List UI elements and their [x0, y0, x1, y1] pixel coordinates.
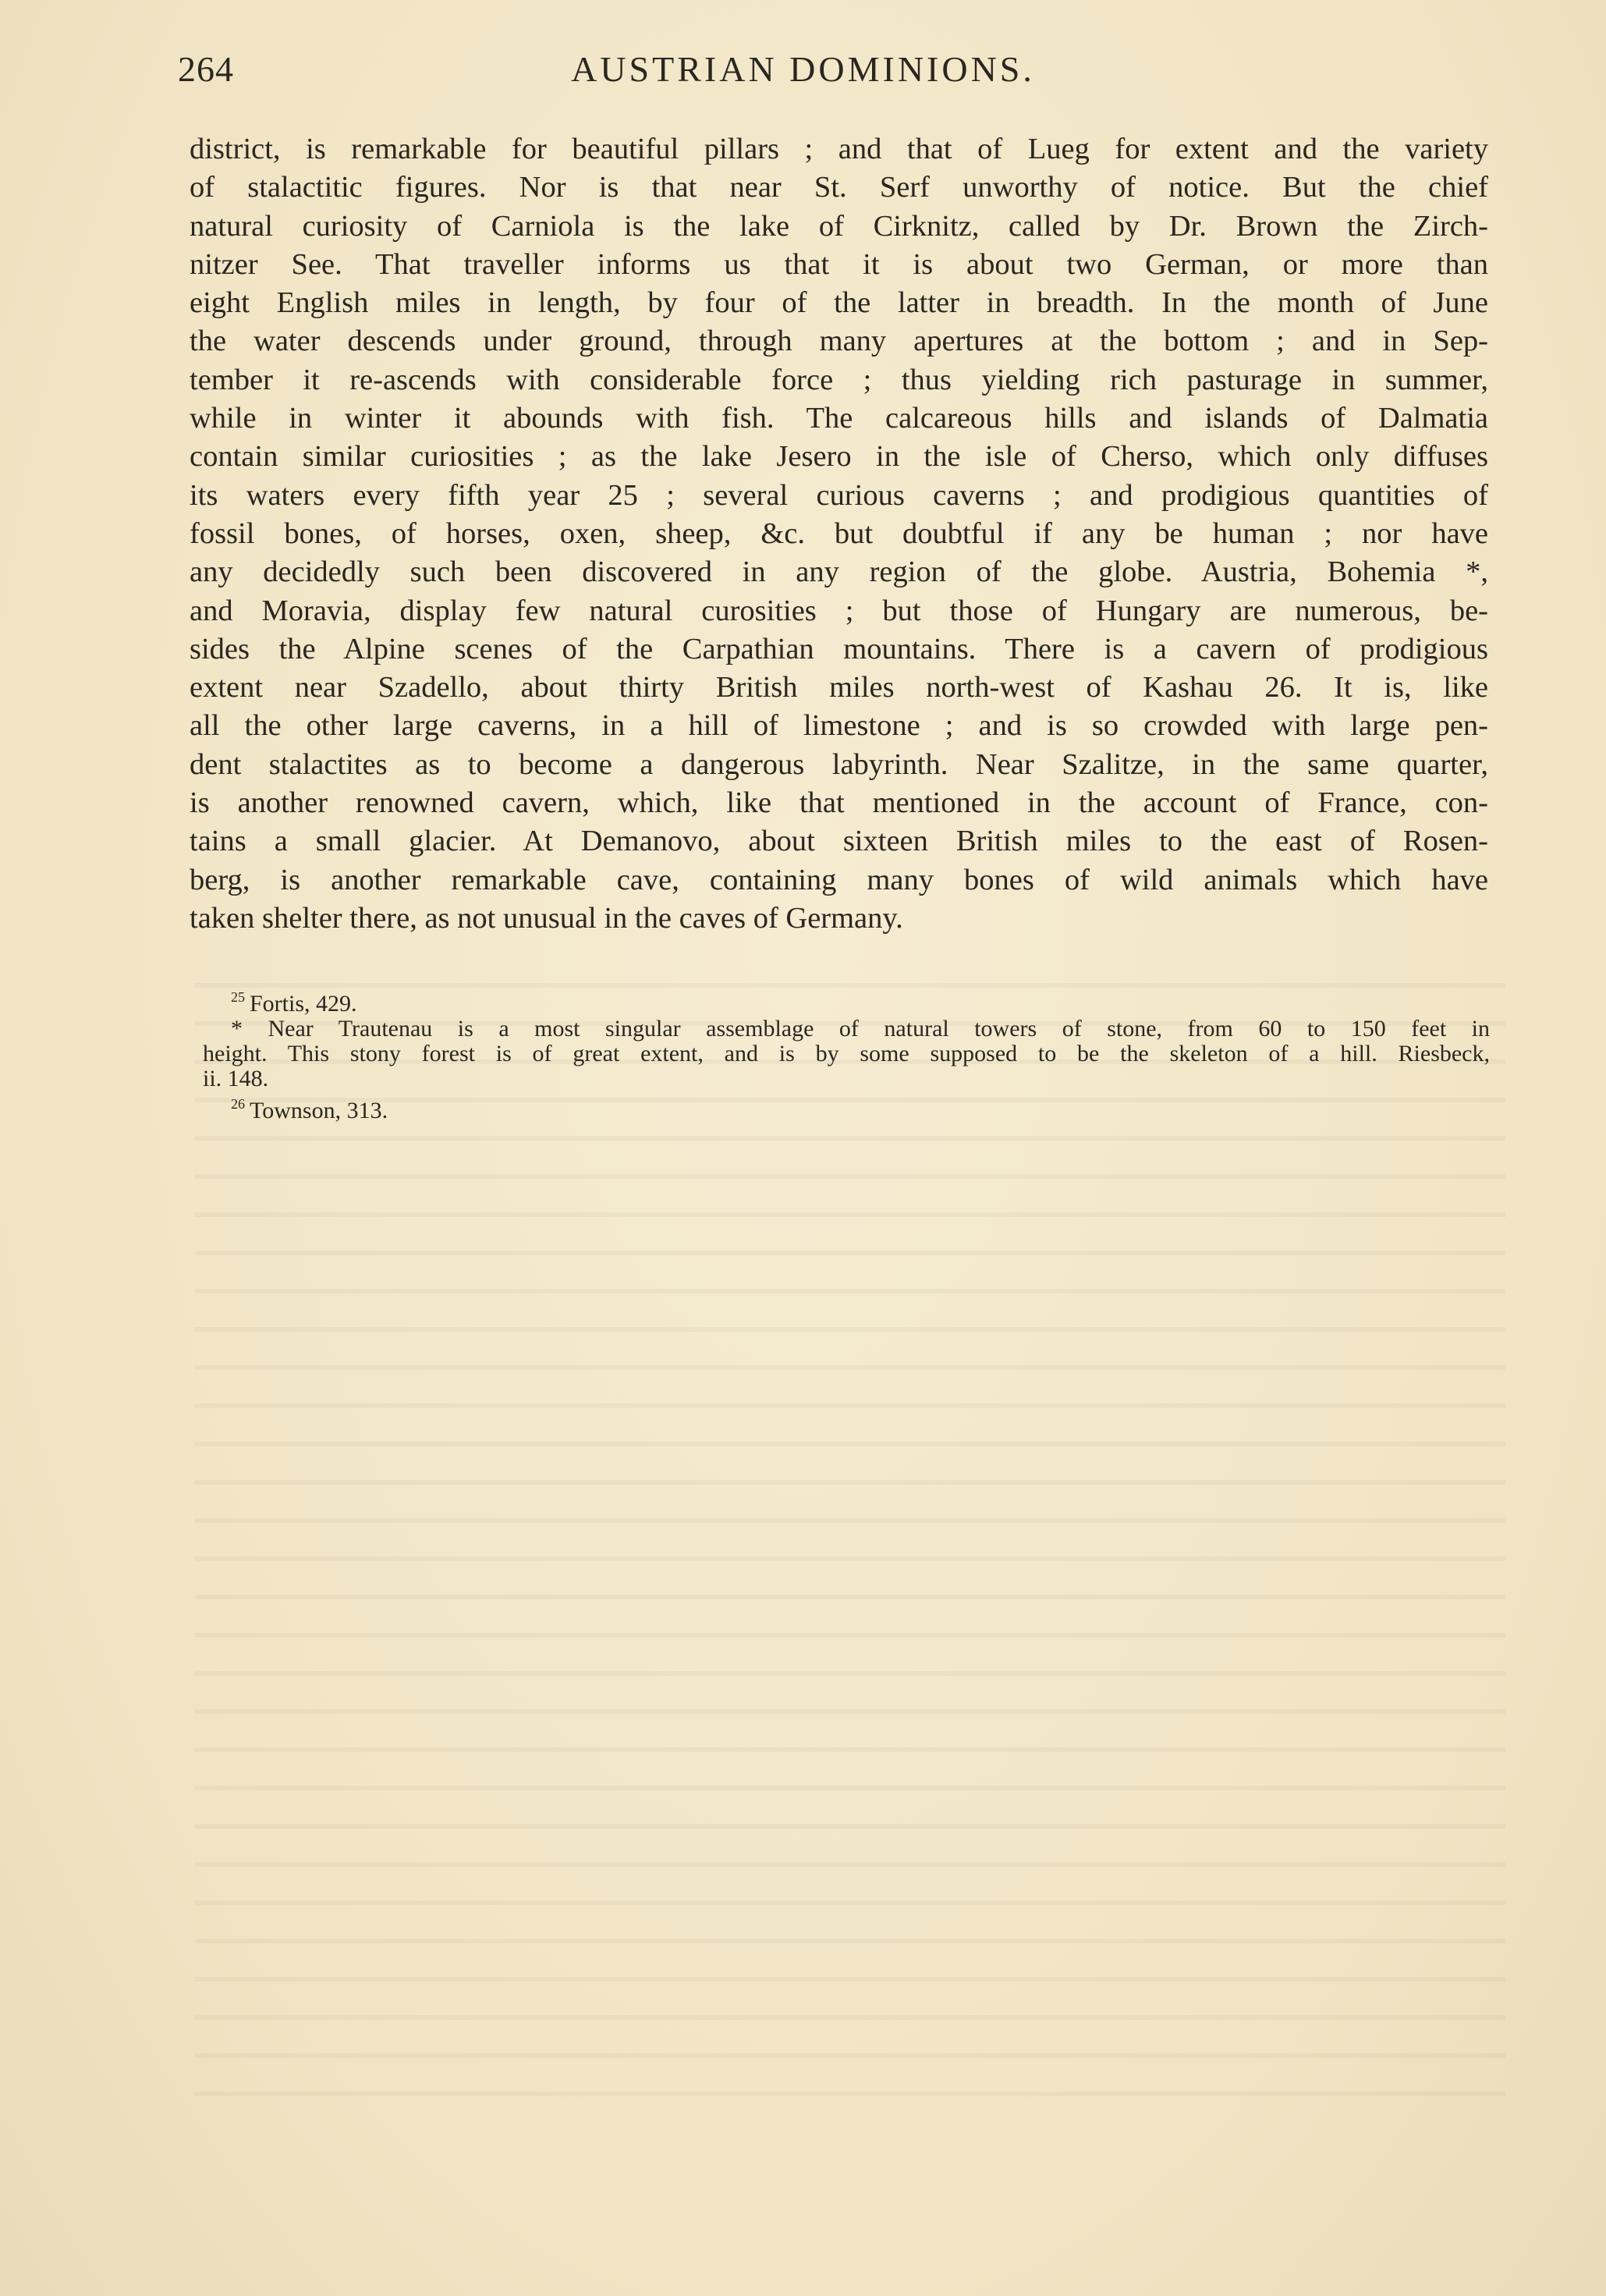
body-line: tember it re-ascends with considerable force ; thus yielding rich pasturage in summer, — [190, 363, 1488, 396]
footnote-text: Townson, 313. — [250, 1098, 388, 1123]
body-line: its waters every fifth year 25 ; several curious caverns ; and prodigious quantities of — [190, 478, 1488, 512]
running-title: AUSTRIAN DOMINIONS. — [571, 49, 1035, 89]
body-line: and Moravia, display few natural curosities ; but those of Hungary are numerous, be- — [190, 594, 1488, 627]
body-line: district, is remarkable for beautiful pillars ; and that of Lueg for extent and the variety — [190, 133, 1488, 165]
footnote-marker: 25 — [231, 989, 245, 1005]
body-line: the water descends under ground, through many apertures at the bottom ; and in Sep- — [190, 325, 1488, 358]
body-line: all the other large caverns, in a hill of limestone ; and is so crowded with large pen- — [190, 709, 1488, 743]
footnote-star-line: * Near Trautenau is a most singular assemblage of natural towers of stone, from 60 to 150 feet in — [231, 1016, 1490, 1042]
body-line: berg, is another remarkable cave, containing many bones of wild animals which have — [190, 863, 1488, 896]
body-line: dent stalactites as to become a dangerous labyrinth. Near Szalitze, in the same quarter, — [190, 747, 1488, 781]
body-line: tains a small glacier. At Demanovo, about sixteen British miles to the east of Rosen- — [190, 825, 1488, 858]
body-line: while in winter it abounds with fish. The calcareous hills and islands of Dalmatia — [190, 402, 1488, 435]
body-line: is another renowned cavern, which, like that mentioned in the account of France, con- — [190, 786, 1488, 820]
body-line: taken shelter there, as not unusual in the caves of Germany. — [190, 901, 903, 935]
body-line: nitzer See. That traveller informs us that it is about two German, or more than — [190, 247, 1488, 281]
footnote-star-line: ii. 148. — [203, 1066, 269, 1091]
body-line: fossil bones, of horses, oxen, sheep, &c. but doubtful if any be human ; nor have — [190, 516, 1488, 550]
footnote-text: Fortis, 429. — [250, 991, 357, 1017]
footnote-marker: 26 — [231, 1096, 245, 1112]
footnote-25 — [203, 985, 1490, 1017]
body-line: of stalactitic figures. Nor is that near St. Serf unworthy of notice. But the chief — [190, 171, 1488, 204]
footnotes — [203, 985, 1490, 1123]
body-line: contain similar curiosities ; as the lake Jesero in the isle of Cherso, which only diffuses — [190, 440, 1488, 474]
body-line: natural curiosity of Carniola is the lake of Cirknitz, called by Dr. Brown the Zirch- — [190, 209, 1488, 243]
footnote-star-line: height. This stony forest is of great extent, and is by some supposed to be the skeleton of a hill. Riesbeck, — [203, 1041, 1490, 1066]
body-line: sides the Alpine scenes of the Carpathian mountains. There is a cavern of prodigious — [190, 632, 1488, 665]
body-text — [190, 130, 1488, 938]
show-through-texture — [195, 960, 1505, 2130]
footnote-26 — [203, 1091, 1490, 1123]
body-line: eight English miles in length, by four of the latter in breadth. In the month of June — [190, 286, 1488, 320]
body-line: extent near Szadello, about thirty British miles north-west of Kashau 26. It is, like — [190, 671, 1488, 704]
page-number: 264 — [178, 49, 234, 89]
body-line: any decidedly such been discovered in any region of the globe. Austria, Bohemia *, — [190, 555, 1488, 589]
